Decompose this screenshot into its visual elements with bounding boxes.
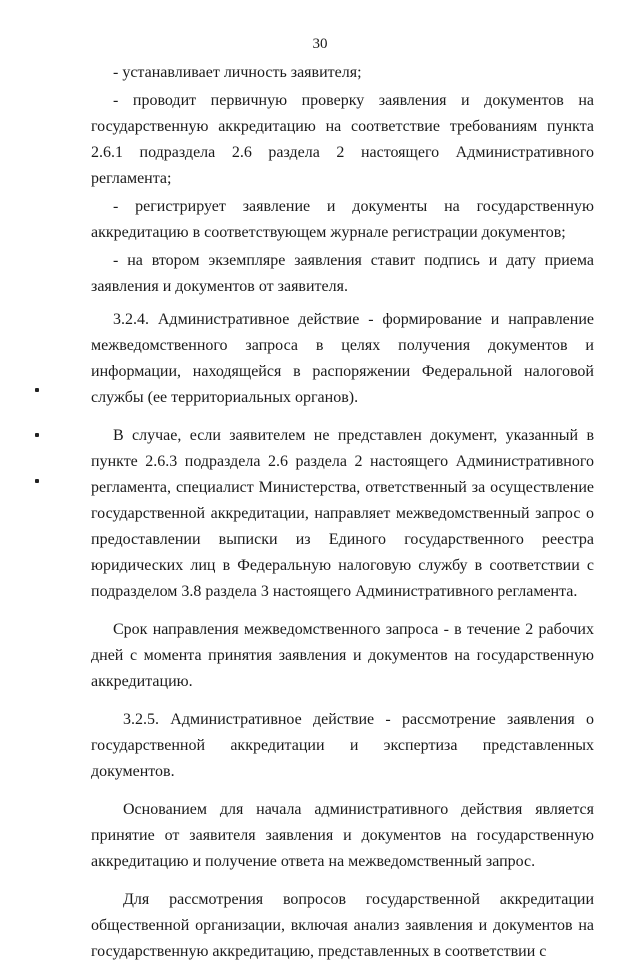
paragraph-consideration: Для рассмотрения вопросов государственной аккредитации общественной организации, включая анализ заявления и документов на государственную аккредитацию, представленных в соответствии с <box>91 891 594 960</box>
paragraph-section-3-2-5: 3.2.5. Административное действие - рассмотрение заявления о государственной аккредитации и экспертиза представленных документов. <box>91 711 594 780</box>
page-number: 30 <box>312 36 328 52</box>
scan-mark <box>35 433 39 437</box>
paragraph-grounds: Основанием для начала административного действия является принятие от заявителя заявления и документов на государственную аккредитацию и получение ответа на межведомственный запрос. <box>91 801 594 870</box>
paragraph-section-3-2-4: 3.2.4. Административное действие - формирование и направление межведомственного запроса в целях получения документов и информации, находящейся в распоряжении Федеральной налоговой службы (ее территориальных органов). <box>91 311 594 406</box>
paragraph-initial-check: - проводит первичную проверку заявления и документов на государственную аккредитацию на соответствие требованиям пункта 2.6.1 подраздела 2.6 раздела 2 настоящего Административного регламента; <box>91 92 594 187</box>
paragraph-request-deadline: Срок направления межведомственного запроса - в течение 2 рабочих дней с момента принятия заявления и документов на государственную аккредитацию. <box>91 621 594 690</box>
scan-mark <box>35 479 39 483</box>
paragraph-interagency-request: В случае, если заявителем не представлен документ, указанный в пункте 2.6.3 подраздела 2.6 раздела 2 настоящего Административного регламента, специалист Министерства, ответственный за осуществление государственной аккредитации, направляет межведомственный запрос о предоставлении выписки из Единого государственного реестра юридических лиц в Федеральную налоговую службу в соответствии с подразделом 3.8 раздела 3 настоящего Административного регламента. <box>91 427 594 600</box>
paragraph-identify-applicant: - устанавливает личность заявителя; <box>113 64 362 81</box>
document-body <box>91 60 594 965</box>
paragraph-register: - регистрирует заявление и документы на государственную аккредитацию в соответствующем журнале регистрации документов; <box>91 198 594 241</box>
paragraph-signature: - на втором экземпляре заявления ставит подпись и дату приема заявления и документов от заявителя. <box>91 252 594 295</box>
scan-mark <box>35 388 39 392</box>
